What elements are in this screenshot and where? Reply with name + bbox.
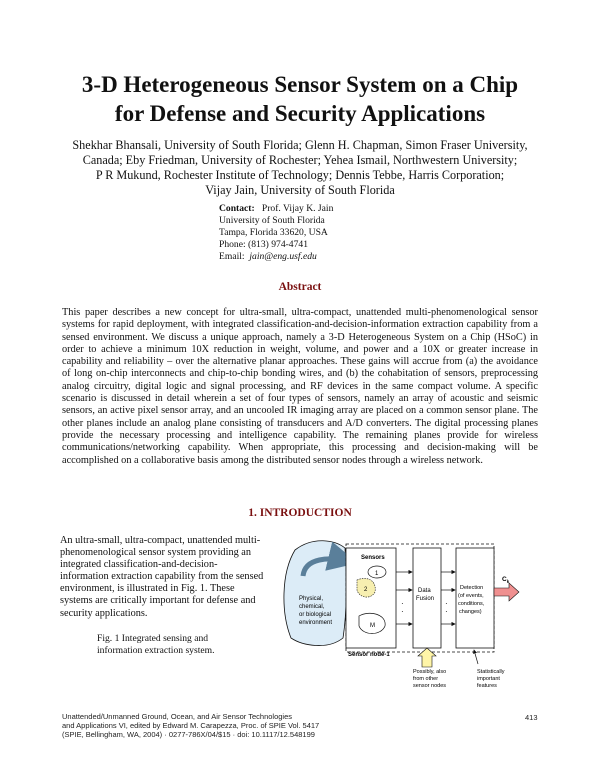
detection-label-2: (of events,: [458, 593, 484, 599]
contact-email[interactable]: jain@eng.usf.edu: [249, 251, 317, 262]
title-line-2: for Defense and Security Applications: [114, 101, 486, 126]
fusion-label-1: Data: [418, 588, 431, 594]
contact-block: [219, 203, 333, 263]
author-line: Shekhar Bhansali, University of South Florida; Glenn H. Chapman, Simon Fraser University,: [72, 138, 528, 152]
author-line: Vijay Jain, University of South Florida: [205, 183, 395, 197]
abstract-text: This paper describes a new concept for ultra-small, ultra-compact, unattended multi-phenomenological sensor systems for rapid deployment, with integrated classification-and-decision-information extraction capability from a sensed environment. We discuss a unique approach, namely a 3-D Heterogeneous System on a Chip (HSoC) in order to achieve a minimum 10X reduction in weight, volume, and power and a 10X or greater increase in capability and reliability – over the alternative planar approaches. These gains will accrue from (a) the avoidance of long on-chip interconnects and chip-to-chip bonding wires, and (b) the cohabitation of sensors, preprocessing analog circuitry, digital logic and signal processing, and RF devices in the same compact volume. A specific scenario is discussed in detail wherein a set of four types of sensors, namely an array of acoustic and seismic sensors, an active pixel sensor array, and an uncooled IR imaging array are placed on a common sensor plane. The other planes include an analog plane consisting of transducers and A/D converters. The digital processing planes provide the necessary processing and intelligence capability. The remaining planes provide for wireless communications/networking capability. When appropriate, this processing and decision-making will be accomplished on a collaborative basis among the distributed sensor nodes through a wireless network.: [62, 307, 538, 466]
other-nodes-label-2: from other: [413, 676, 439, 682]
features-label-3: features: [477, 683, 497, 689]
author-line: Canada; Eby Friedman, University of Rochester; Yehea Ismail, Northwestern University;: [82, 153, 518, 167]
sensor-1-label: 1: [375, 571, 379, 577]
ellipsis-dot: ·: [401, 607, 404, 616]
contact-city: Tampa, Florida 33620, USA: [219, 227, 328, 238]
sensors-label: Sensors: [361, 555, 385, 561]
title-line-1: 3-D Heterogeneous Sensor System on a Chip: [81, 72, 519, 97]
sensor-2-label: 2: [364, 587, 368, 593]
figure-caption: Fig. 1 Integrated sensing and information extraction system.: [97, 633, 215, 656]
paper-title: [40, 70, 560, 128]
features-label-1: Statistically: [477, 669, 505, 675]
footer-line: (SPIE, Bellingham, WA, 2004) · 0277-786X/04/$15 · doi: 10.1117/12.548199: [62, 729, 315, 739]
detection-label-1: Detection: [460, 585, 484, 591]
footer-line: and Applications VI, edited by Edward M. Carapezza, Proc. of SPIE Vol. 5417: [62, 720, 320, 730]
env-label-1: Physical,: [299, 596, 324, 602]
system-diagram: [273, 528, 523, 693]
detection-label-4: changes): [459, 609, 482, 615]
ellipsis-dot: ·: [401, 599, 404, 608]
section-heading-introduction: 1. INTRODUCTION: [248, 507, 352, 519]
ellipsis-dot: ·: [445, 599, 448, 608]
author-line: P R Mukund, Rochester Institute of Technology; Dennis Tebbe, Harris Corporation;: [95, 168, 505, 182]
contact-org: University of South Florida: [219, 215, 325, 226]
other-nodes-label-3: sensor nodes: [413, 683, 447, 689]
environment-blob: [284, 541, 346, 646]
contact-email-label: Email:: [219, 251, 245, 262]
author-list: [60, 138, 540, 198]
ellipsis-dot: ·: [445, 607, 448, 616]
abstract-heading: Abstract: [278, 281, 322, 293]
features-label-2: important: [477, 676, 500, 682]
env-label-2: chemical,: [299, 604, 325, 610]
contact-name: Prof. Vijay K. Jain: [261, 203, 334, 214]
contact-phone: Phone: (813) 974-4741: [219, 239, 308, 250]
publication-footer: [62, 713, 319, 739]
output-arrow: [494, 583, 519, 601]
detection-label-3: conditions,: [458, 601, 485, 607]
contact-label: Contact:: [219, 203, 255, 214]
fusion-label-2: Fusion: [416, 596, 435, 602]
other-nodes-label-1: Possibly, also: [413, 669, 447, 675]
sensor-m-label: M: [370, 623, 375, 629]
sensor-node-label: Sensor node-1: [348, 652, 390, 658]
introduction-text: An ultra-small, ultra-compact, unattended multi-phenomenological sensor system providing an integrated classification-and-decision-information extraction capability from the sensed environment, is illustrated in Fig. 1. These systems are critically important for defense and security applications.: [60, 535, 264, 619]
env-label-4: environment: [299, 620, 333, 626]
input-arrow: [418, 648, 436, 667]
env-label-3: or biological: [299, 612, 332, 618]
output-ck-label: $C_k$: [502, 576, 510, 584]
page-number: 413: [525, 713, 538, 722]
footer-line: Unattended/Unmanned Ground, Ocean, and Air Sensor Technologies: [62, 712, 293, 721]
